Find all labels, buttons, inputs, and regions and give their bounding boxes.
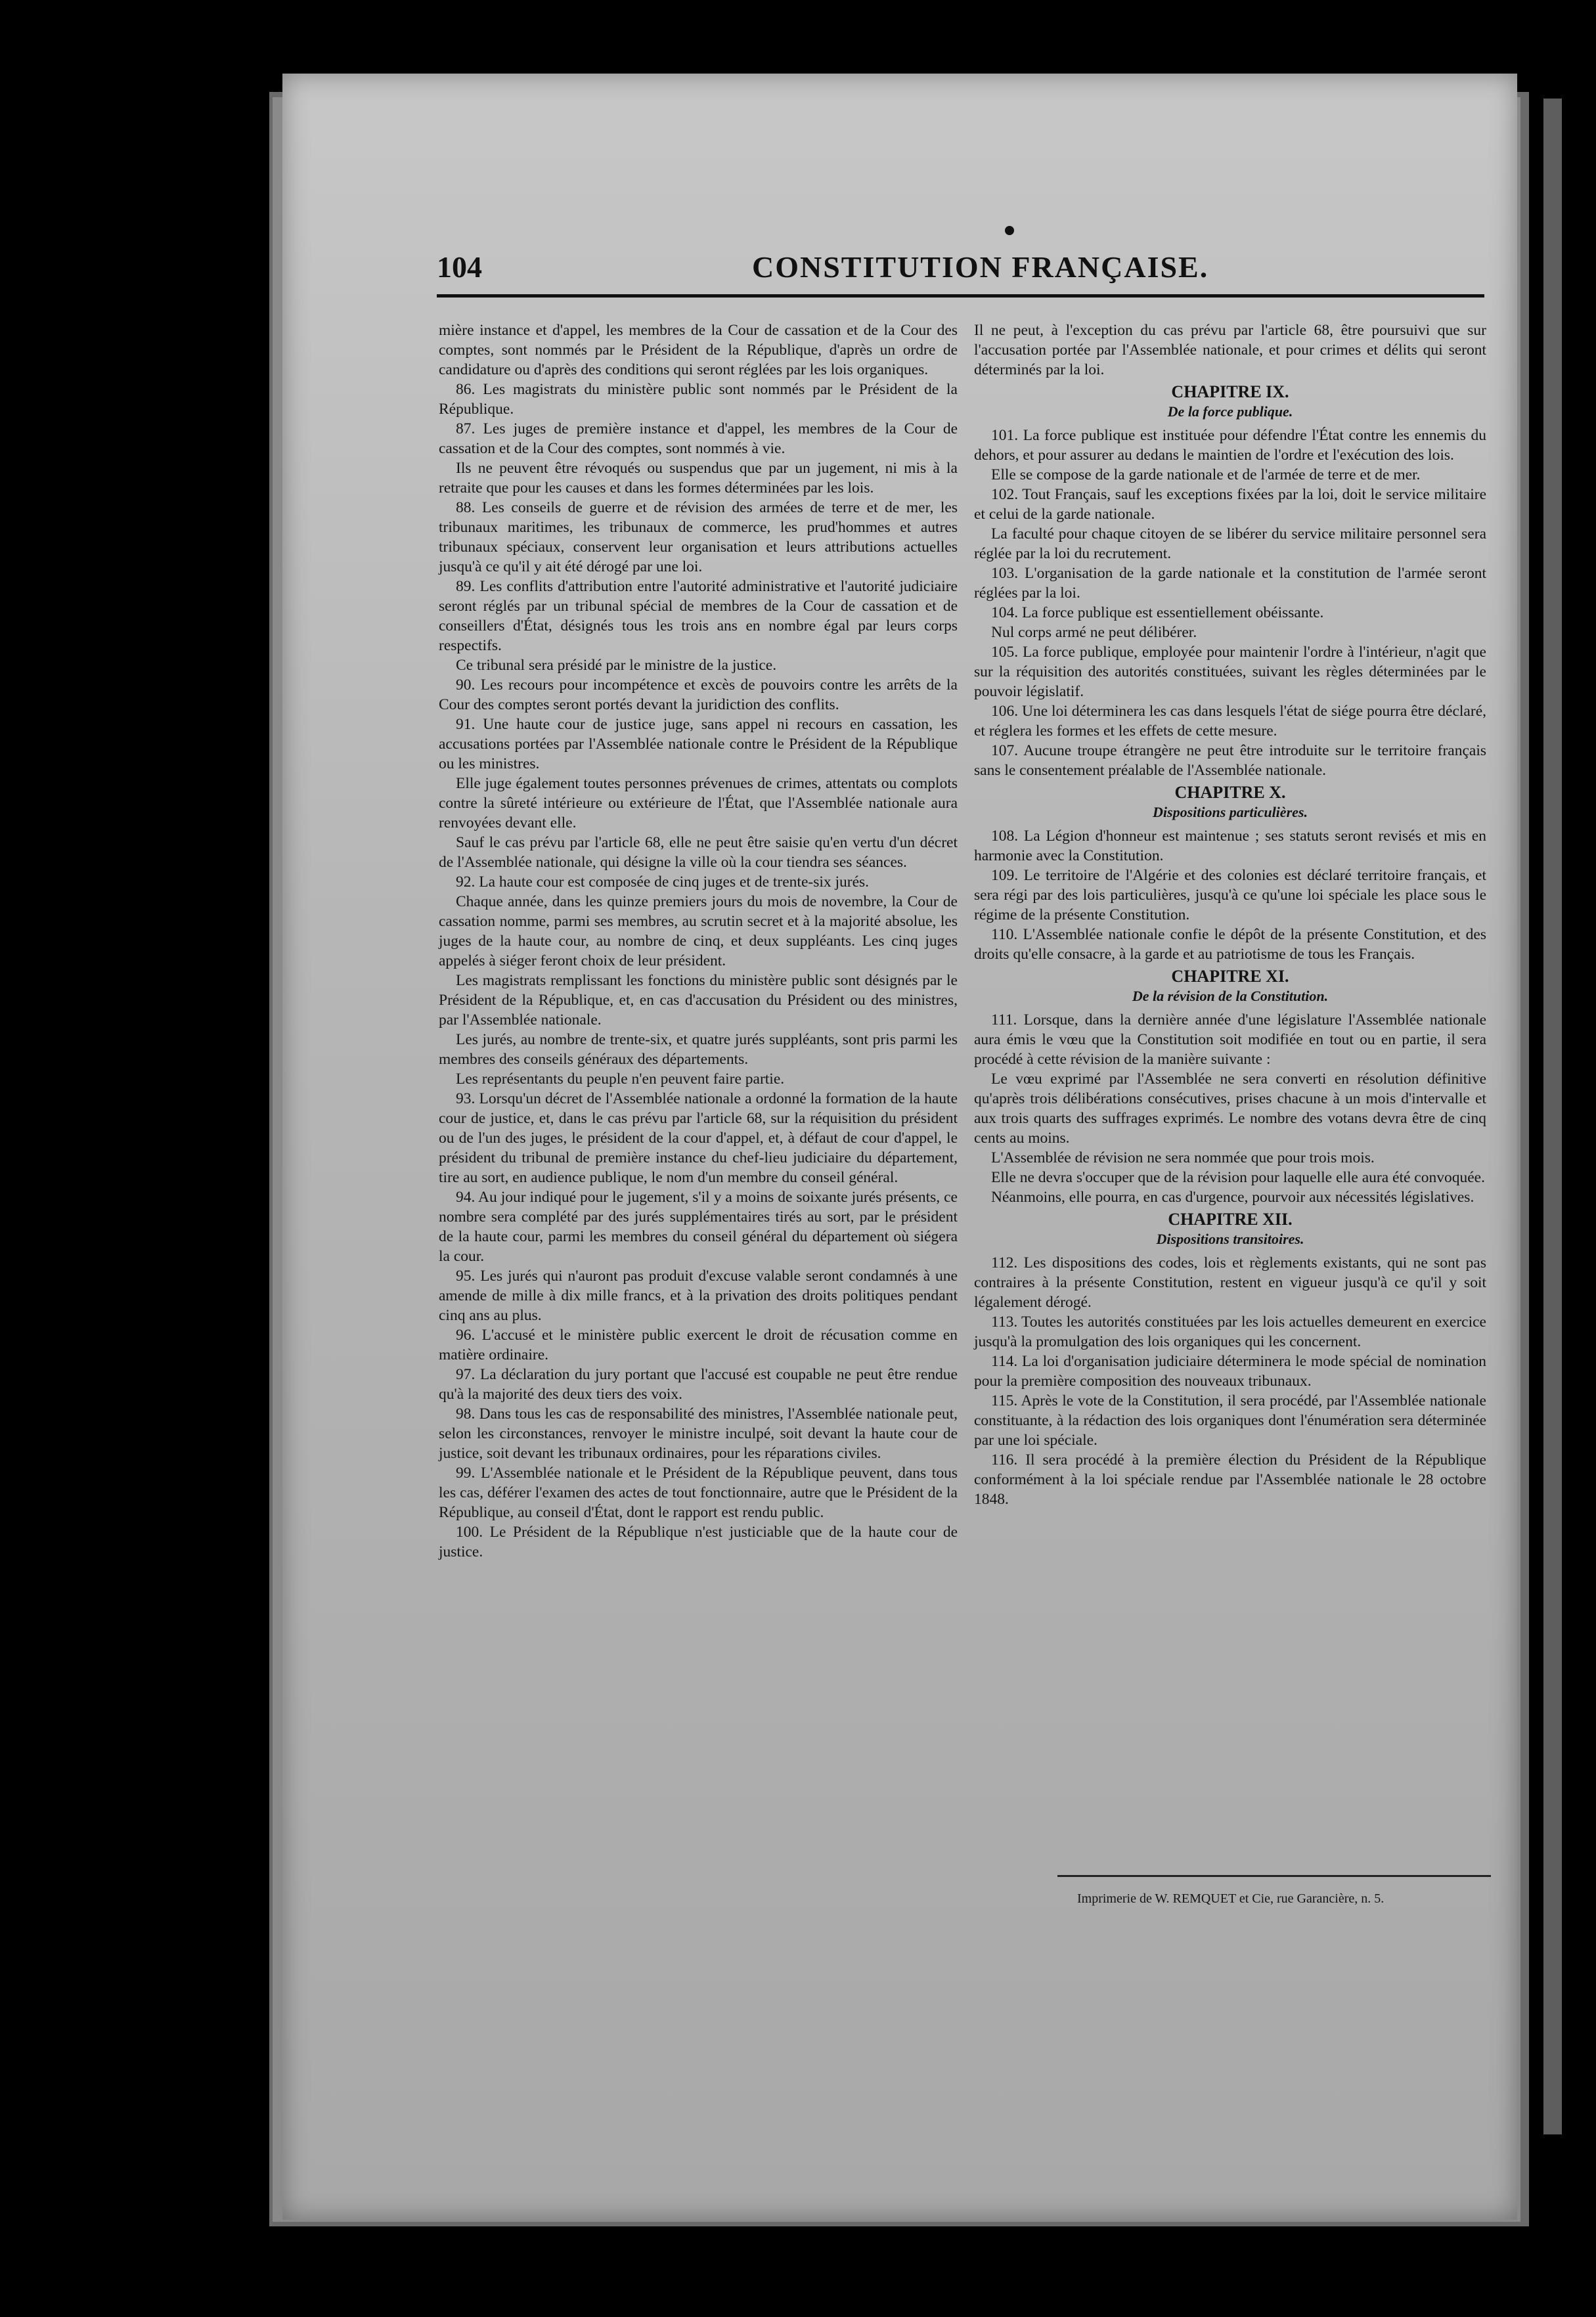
article-107: 107. Aucune troupe étrangère ne peut être introduite sur le territoire français sans le consentement préalable de l'Assemblée nationale. bbox=[974, 742, 1486, 779]
article-90: 90. Les recours pour incompétence et excès de pouvoirs contre les arrêts de la Cour des comptes seront portés devant la juridiction des conflits. bbox=[439, 676, 958, 713]
paragraph: La faculté pour chaque citoyen de se libérer du service militaire personnel sera réglée par la loi du recrutement. bbox=[974, 525, 1486, 562]
paragraph: Il ne peut, à l'exception du cas prévu par l'article 68, être poursuivi que sur l'accusation portée par l'Assemblée nationale, et pour crimes et délits qui seront déterminés par la loi. bbox=[974, 322, 1486, 378]
header-rule bbox=[437, 294, 1484, 298]
chapter-subtitle: De la force publique. bbox=[1167, 403, 1293, 420]
page-header bbox=[437, 250, 1484, 302]
article-108: 108. La Légion d'honneur est maintenue ; ses statuts seront revisés et mis en harmonie avec la Constitution. bbox=[974, 828, 1486, 864]
paragraph: Nul corps armé ne peut délibérer. bbox=[991, 624, 1197, 641]
article-103: 103. L'organisation de la garde nationale et la constitution de l'armée seront réglées par la loi. bbox=[974, 565, 1486, 602]
chapter-subtitle: Dispositions particulières. bbox=[1153, 804, 1308, 820]
chapter-heading: CHAPITRE XI. bbox=[1171, 967, 1289, 986]
article-110: 110. L'Assemblée nationale confie le dépôt de la présente Constitution, et des droits qu'elle consacre, à la garde et au patriotisme de tous les Français. bbox=[974, 926, 1486, 963]
printer-imprint: Imprimerie de W. REMQUET et Cie, rue Garancière, n. 5. bbox=[1077, 1891, 1385, 1906]
chapter-subtitle: Dispositions transitoires. bbox=[1156, 1231, 1304, 1247]
article-104: 104. La force publique est essentiellement obéissante. bbox=[991, 604, 1324, 621]
article-114: 114. La loi d'organisation judiciaire déterminera le mode spécial de nomination pour la première composition des nouveaux tribunaux. bbox=[974, 1353, 1486, 1390]
paragraph: L'Assemblée de révision ne sera nommée que pour trois mois. bbox=[991, 1149, 1375, 1166]
paragraph: Néanmoins, elle pourra, en cas d'urgence, pourvoir aux nécessités législatives. bbox=[991, 1189, 1474, 1206]
article-112: 112. Les dispositions des codes, lois et règlements existants, qui ne sont pas contraires à la présente Constitution, restent en vigueur jusqu'à ce qu'il y soit légalement dérogé. bbox=[974, 1254, 1486, 1311]
article-115: 115. Après le vote de la Constitution, il sera procédé, par l'Assemblée nationale constituante, à la rédaction des lois organiques dont l'énumération sera déterminée par une loi spéciale. bbox=[974, 1392, 1486, 1449]
article-95: 95. Les jurés qui n'auront pas produit d'excuse valable seront condamnés à une amende de mille à dix mille francs, et à la privation des droits politiques pendant cinq ans au plus. bbox=[439, 1268, 958, 1324]
article-109: 109. Le territoire de l'Algérie et des colonies est déclaré territoire français, et sera régi par des lois particulières, jusqu'à ce qu'une loi spéciale les place sous le régime de la présente Constitution. bbox=[974, 867, 1486, 923]
paragraph: Le vœu exprimé par l'Assemblée ne sera converti en résolution définitive qu'après trois délibérations consécutives, prises chacune à un mois d'intervalle et aux trois quarts des suffrages exprimés. Le nombre des votans devra être de cinq cents au moins. bbox=[974, 1070, 1486, 1147]
article-92: 92. La haute cour est composée de cinq juges et de trente-six jurés. bbox=[456, 873, 870, 891]
paragraph: Chaque année, dans les quinze premiers jours du mois de novembre, la Cour de cassation nomme, parmi ses membres, au scrutin secret et à la majorité absolue, les juges de la haute cour, au nombre de cinq, et deux suppléants. Les cinq juges appelés à siéger feront choix de leur président. bbox=[439, 893, 958, 969]
left-column bbox=[439, 320, 958, 1562]
chapter-heading: CHAPITRE XII. bbox=[1168, 1210, 1293, 1229]
right-column bbox=[974, 320, 1486, 1509]
article-99: 99. L'Assemblée nationale et le Président de la République peuvent, dans tous les cas, déférer l'examen des actes de tout fonctionnaire, autre que le Président de la République, au conseil d'État, dont le rapport est rendu public. bbox=[439, 1465, 958, 1521]
article-102: 102. Tout Français, sauf les exceptions fixées par la loi, doit le service militaire et celui de la garde nationale. bbox=[974, 486, 1486, 523]
article-91: 91. Une haute cour de justice juge, sans appel ni recours en cassation, les accusations portées par l'Assemblée nationale contre le Président de la République ou les ministres. bbox=[439, 716, 958, 772]
chapter-heading: CHAPITRE X. bbox=[1174, 783, 1286, 802]
paragraph: Elle juge également toutes personnes prévenues de crimes, attentats ou complots contre la sûreté intérieure ou extérieure de l'État, que l'Assemblée nationale aura renvoyées devant elle. bbox=[439, 775, 958, 831]
article-86: 86. Les magistrats du ministère public sont nommés par le Président de la République. bbox=[439, 381, 958, 418]
article-111: 111. Lorsque, dans la dernière année d'une législature l'Assemblée nationale aura émis le vœu que la Constitution soit modifiée en tout ou en partie, il sera procédé à cette révision de la manière suivante : bbox=[974, 1011, 1486, 1068]
article-98: 98. Dans tous les cas de responsabilité des ministres, l'Assemblée nationale peut, selon les circonstances, renvoyer le ministre inculpé, soit devant la haute cour de justice, soit devant les tribunaux ordinaires, pour les réparations civiles. bbox=[439, 1405, 958, 1462]
paragraph: Sauf le cas prévu par l'article 68, elle ne peut être saisie qu'en vertu d'un décret de l'Assemblée nationale, qui désigne la ville où la cour tiendra ses séances. bbox=[439, 834, 958, 871]
page-number: 104 bbox=[437, 250, 482, 284]
article-101: 101. La force publique est instituée pour défendre l'État contre les ennemis du dehors, et pour assurer au dedans le maintien de l'ordre et l'exécution des lois. bbox=[974, 427, 1486, 464]
paragraph: Les magistrats remplissant les fonctions du ministère public sont désignés par le Président de la République, et, en cas d'accusation du Président ou des ministres, par l'Assemblée nationale. bbox=[439, 972, 958, 1028]
paragraph: Ce tribunal sera présidé par le ministre de la justice. bbox=[456, 657, 777, 674]
paragraph: Ils ne peuvent être révoqués ou suspendus que par un jugement, ni mis à la retraite que pour les causes et dans les formes déterminées par les lois. bbox=[439, 460, 958, 496]
article-106: 106. Une loi déterminera les cas dans lesquels l'état de siége pourra être déclaré, et réglera les formes et les effets de cette mesure. bbox=[974, 703, 1486, 739]
article-116: 116. Il sera procédé à la première élection du Président de la République conformément à la loi spéciale rendue par l'Assemblée nationale le 28 octobre 1848. bbox=[974, 1451, 1486, 1508]
article-96: 96. L'accusé et le ministère public exercent le droit de récusation comme en matière ordinaire. bbox=[439, 1327, 958, 1363]
paragraph: Elle se compose de la garde nationale et de l'armée de terre et de mer. bbox=[991, 466, 1421, 483]
article-105: 105. La force publique, employée pour maintenir l'ordre à l'intérieur, n'agit que sur la réquisition des autorités constituées, suivant les règles déterminées par le pouvoir législatif. bbox=[974, 644, 1486, 700]
article-97: 97. La déclaration du jury portant que l'accusé est coupable ne peut être rendue qu'à la majorité des deux tiers des voix. bbox=[439, 1366, 958, 1403]
article-94: 94. Au jour indiqué pour le jugement, s'il y a moins de soixante jurés présents, ce nombre sera complété par des jurés supplémentaires tirés au sort, par le président de la haute cour, parmi les membres du conseil général du département où siégera la cour. bbox=[439, 1189, 958, 1265]
paragraph: Les représentants du peuple n'en peuvent faire partie. bbox=[456, 1070, 785, 1088]
article-100: 100. Le Président de la République n'est justiciable que de la haute cour de justice. bbox=[439, 1524, 958, 1560]
running-title: CONSTITUTION FRANÇAISE. bbox=[752, 250, 1209, 284]
article-87: 87. Les juges de première instance et d'appel, les membres de la Cour de cassation et de la Cour des comptes, sont nommés à vie. bbox=[439, 420, 958, 457]
chapter-subtitle: De la révision de la Constitution. bbox=[1132, 988, 1329, 1004]
chapter-heading: CHAPITRE IX. bbox=[1171, 382, 1289, 401]
article-93: 93. Lorsqu'un décret de l'Assemblée nationale a ordonné la formation de la haute cour de justice, et, dans le cas prévu par l'article 68, sur la réquisition du président ou de l'un des juges, le président de la cour d'appel, et, à défaut de cour d'appel, le président du tribunal de première instance du chef-lieu judiciaire du département, tire au sort, en audience publique, le nom d'un membre du conseil général. bbox=[439, 1090, 958, 1186]
imprint-rule bbox=[1057, 1875, 1491, 1877]
article-113: 113. Toutes les autorités constituées par les lois actuelles demeurent en exercice jusqu'à la promulgation des lois organiques qui les concernent. bbox=[974, 1313, 1486, 1350]
article-88: 88. Les conseils de guerre et de révision des armées de terre et de mer, les tribunaux maritimes, les tribunaux de commerce, les prud'hommes et autres tribunaux spéciaux, conservent leur organisation et leurs attributions actuelles jusqu'à ce qu'il y ait été dérogé par une loi. bbox=[439, 499, 958, 575]
paragraph: mière instance et d'appel, les membres de la Cour de cassation et de la Cour des comptes, sont nommés par le Président de la République, d'après un ordre de candidature ou d'après des conditions qui seront réglées par les lois organiques. bbox=[439, 322, 958, 378]
article-89: 89. Les conflits d'attribution entre l'autorité administrative et l'autorité judiciaire seront réglés par un tribunal spécial de membres de la Cour de cassation et de conseillers d'État, désignés tous les trois ans en nombre égal par leurs corps respectifs. bbox=[439, 578, 958, 654]
paragraph: Les jurés, au nombre de trente-six, et quatre jurés suppléants, sont pris parmi les membres des conseils généraux des départements. bbox=[439, 1031, 958, 1068]
facing-page-edge bbox=[1543, 99, 1562, 2134]
header-ornament-dot bbox=[1005, 226, 1014, 235]
paragraph: Elle ne devra s'occuper que de la révision pour laquelle elle aura été convoquée. bbox=[991, 1169, 1485, 1186]
